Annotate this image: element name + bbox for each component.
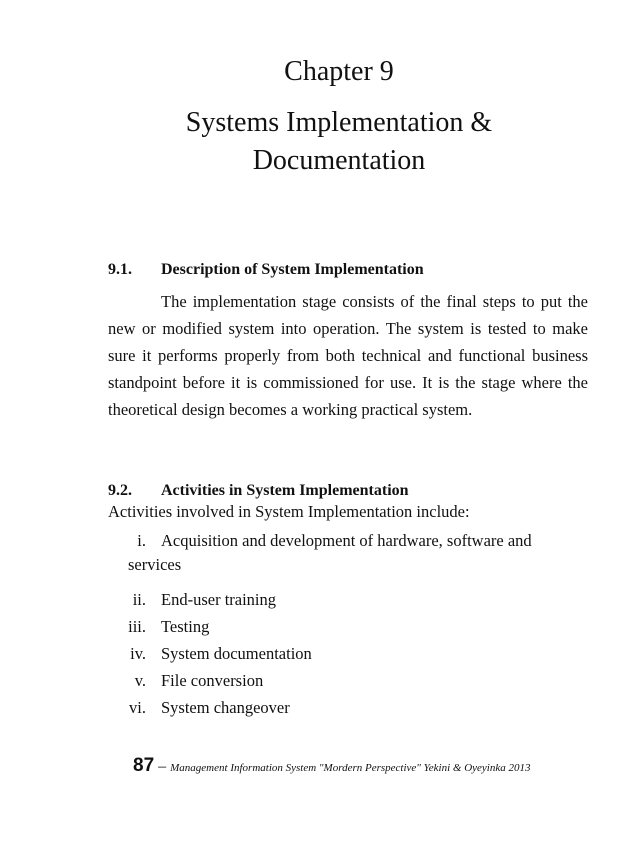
- section-number: 9.2.: [108, 482, 132, 499]
- list-item-text: File conversion: [161, 671, 264, 690]
- footer-text: Management Information System "Mordern Perspective" Yekini & Oyeyinka 2013: [170, 762, 531, 774]
- list-item-number: ii.: [132, 590, 146, 609]
- list-item-number: i.: [137, 531, 146, 550]
- chapter-title-line-2: Documentation: [252, 145, 426, 176]
- list-item-text: System changeover: [161, 698, 290, 717]
- list-item-continuation: services: [128, 555, 182, 574]
- list-item: [108, 640, 588, 667]
- list-item: [108, 586, 588, 613]
- list-item-number: iv.: [130, 644, 146, 663]
- list-intro: Activities involved in System Implementation include:: [108, 502, 470, 521]
- list-item-number: iii.: [128, 617, 146, 636]
- footer-dash: –: [158, 758, 167, 775]
- list-item-number: vi.: [129, 698, 146, 717]
- chapter-title-line-1: Systems Implementation &: [185, 107, 493, 138]
- list-item-text: End-user training: [161, 590, 277, 609]
- list-item-number: v.: [134, 671, 146, 690]
- list-item-text: System documentation: [161, 644, 312, 663]
- section-title: Activities in System Implementation: [161, 482, 409, 499]
- list-item: [108, 613, 588, 640]
- section-paragraph: The implementation stage consists of the final steps to put the new or modified system into operation. The system is tested to make sure it performs properly from both technical and functional business standpoint before it is commissioned for use. It is the stage where the theoretical design becomes a working practical system.: [108, 292, 588, 419]
- list-item: [108, 694, 588, 721]
- page-number: 87: [133, 755, 155, 776]
- list-item: [108, 667, 588, 694]
- list-item: [108, 527, 588, 554]
- section-heading-9-1: [108, 261, 424, 279]
- section-number: 9.1.: [108, 261, 132, 278]
- section-title: Description of System Implementation: [161, 261, 424, 278]
- list-item-text: Testing: [161, 617, 210, 636]
- chapter-number: Chapter 9: [284, 56, 394, 87]
- list-item-text: Acquisition and development of hardware, software and: [161, 531, 532, 550]
- section-heading-9-2: [108, 482, 409, 500]
- page-footer: [133, 755, 530, 777]
